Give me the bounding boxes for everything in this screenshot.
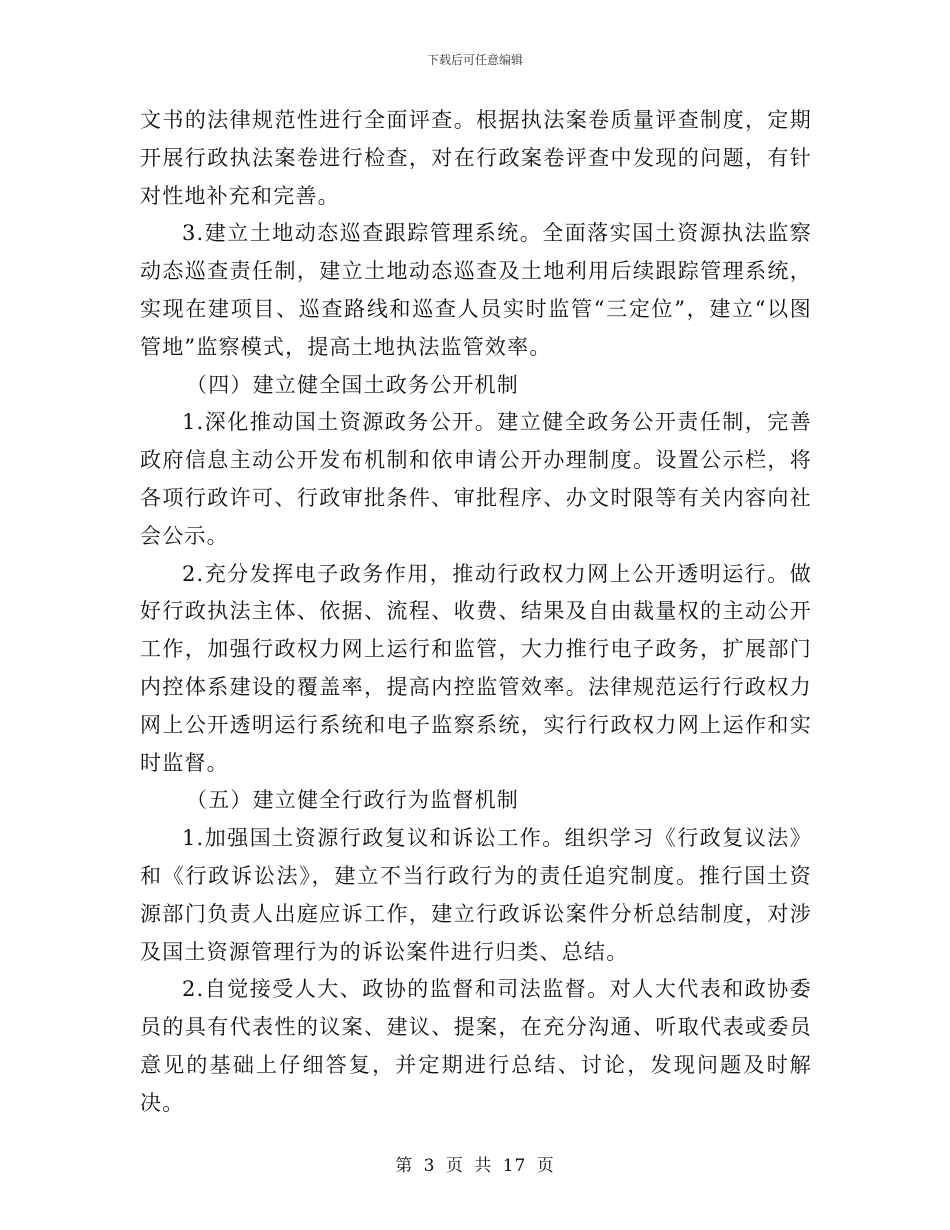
page-mid: 页 [445,1156,464,1176]
paragraph-item-1: 1.深化推动国土资源政务公开。建立健全政务公开责任制，完善政府信息主动公开发布机制和依申请公开办理制度。设置公示栏，将各项行政许可、行政审批条件、审批程序、办文时限等有关内容向社会公示。 [140,410,812,548]
paragraph-item-3: 3.建立土地动态巡查跟踪管理系统。全面落实国土资源执法监察动态巡查责任制，建立土地动态巡查及土地利用后续跟踪管理系统，实现在建项目、巡查路线和巡查人员实时监管“三定位”，建立“以图管地”监察模式，提高土地执法监管效率。 [140,221,812,359]
paragraph-item-2: 2.充分发挥电子政务作用，推动行政权力网上公开透明运行。做好行政执法主体、依据、流程、收费、结果及自由裁量权的主动公开工作，加强行政权力网上运行和监管，大力推行电子政务，扩展部门内控体系建设的覆盖率，提高内控监管效率。法律规范运行行政权力网上公开透明运行系统和电子监察系统，实行行政权力网上运作和实时监督。 [140,561,812,775]
page-prefix: 第 [395,1156,414,1176]
total-page-count: 17 [502,1156,527,1176]
section-heading-4: （四）建立健全国土政务公开机制 [186,372,519,397]
total-prefix: 共 [474,1156,493,1176]
document-body [140,102,812,1123]
page-suffix: 页 [536,1156,555,1176]
paragraph-item-1: 1.加强国土资源行政复议和诉讼工作。组织学习《行政复议法》和《行政诉讼法》，建立不当行政行为的责任追究制度。推行国土资源部门负责人出庭应诉工作，建立行政诉讼案件分析总结制度，对涉及国土资源管理行为的诉讼案件进行归类、总结。 [140,826,812,964]
paragraph-item-2: 2.自觉接受人大、政协的监督和司法监督。对人大代表和政协委员的具有代表性的议案、建议、提案，在充分沟通、听取代表或委员意见的基础上仔细答复，并定期进行总结、讨论，发现问题及时解决。 [140,977,812,1115]
section-heading-5: （五）建立健全行政行为监督机制 [186,788,519,813]
page-footer [0,1155,950,1177]
page-header: 下载后可任意编辑 [426,53,523,67]
paragraph-continuation: 文书的法律规范性进行全面评查。根据执法案卷质量评查制度，定期开展行政执法案卷进行检查，对在行政案卷评查中发现的问题，有针对性地补充和完善。 [140,108,812,208]
current-page-number: 3 [423,1156,436,1176]
